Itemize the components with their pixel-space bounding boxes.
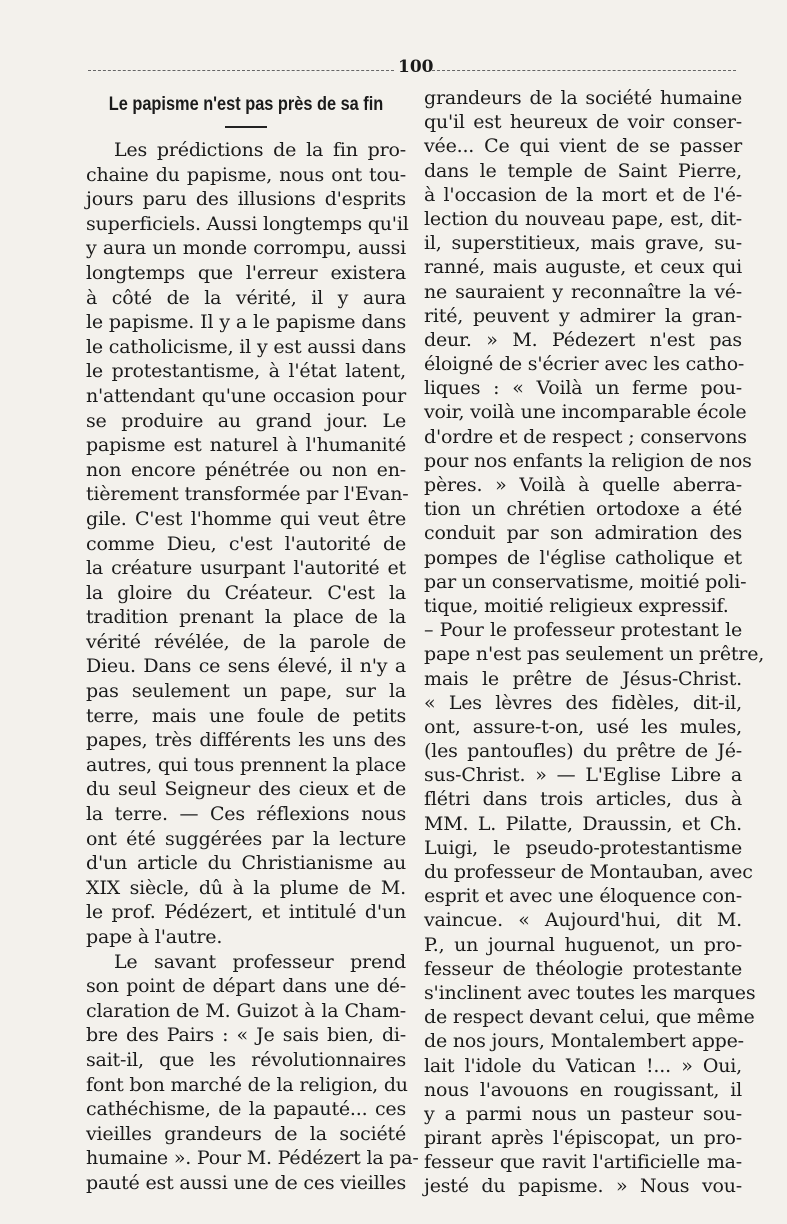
text-line: Luigi, le pseudo-protestantisme (424, 836, 742, 859)
text-line: jours paru des illusions d'esprits (86, 188, 406, 211)
text-line: d'ordre et de respect ; conservons (424, 425, 747, 448)
text-line: terre, mais une foule de petits (86, 704, 406, 727)
text-line: papes, très différents les uns des (86, 729, 406, 752)
text-line: tièrement transformée par l'Evan- (86, 483, 409, 506)
text-line: MM. L. Pilatte, Draussin, et Ch. (424, 812, 742, 835)
text-line: – Pour le professeur protestant le (424, 619, 742, 642)
text-line: la créature usurpant l'autorité et (86, 557, 406, 580)
page-number: 100 (398, 57, 434, 77)
text-line: tion un chrétien ortodoxe a été (424, 498, 742, 521)
text-line: pour nos enfants la religion de nos (424, 449, 752, 472)
text-line: le prof. Pédézert, et intitulé d'un (86, 901, 406, 924)
text-line: vée... Ce qui vient de se passer (424, 135, 742, 158)
text-line: ne sauraient y reconnaître la vé- (424, 280, 742, 303)
text-line: la terre. — Ces réflexions nous (86, 803, 406, 826)
text-line: y a parmi nous un pasteur sou- (424, 1102, 742, 1125)
text-line: pompes de l'église catholique et (424, 546, 742, 569)
text-line: pères. » Voilà à quelle aberra- (424, 474, 742, 496)
text-line: le catholicisme, il y est aussi dans (86, 335, 406, 358)
header-rule-right (432, 70, 736, 71)
text-line: d'un article du Christianisme au (86, 852, 406, 875)
text-line: lait l'idole du Vatican !... » Oui, (424, 1054, 742, 1077)
text-line: de respect devant celui, que même (424, 1006, 755, 1029)
text-line: P., un journal huguenot, un pro- (424, 933, 742, 956)
text-line: cathéchisme, de la papauté... ces (86, 1098, 406, 1121)
text-line: à côté de la vérité, il y aura (86, 286, 406, 309)
text-line: Le savant professeur prend (114, 950, 406, 973)
text-line: deur. » M. Pédezert n'est pas (424, 328, 742, 351)
text-line: (les pantoufles) du prêtre de Jé- (424, 740, 742, 763)
text-line: jesté du papisme. » Nous vou- (424, 1175, 742, 1198)
text-line: flétri dans trois articles, dus à (424, 788, 742, 811)
text-line: autres, qui tous prennent la place (86, 753, 406, 776)
text-line: qu'il est heureux de voir conser- (424, 111, 742, 134)
text-line: esprit et avec une éloquence con- (424, 885, 742, 908)
text-line: le protestantisme, à l'état latent, (86, 360, 406, 383)
article-title: Le papisme n'est pas près de sa fin (108, 94, 384, 115)
text-line: humaine ». Pour M. Pédézert la pa- (86, 1147, 419, 1170)
right-column (424, 86, 765, 1199)
text-line: Les prédictions de la fin pro- (114, 139, 406, 161)
text-line: comme Dieu, c'est l'autorité de (86, 532, 406, 555)
left-column-text (86, 138, 419, 1196)
text-line: par un conservatisme, moitié poli- (424, 570, 747, 593)
text-line: du professeur de Montauban, avec (424, 861, 753, 883)
header-rule-left (88, 70, 394, 71)
text-line: à l'occasion de la mort et de l'é- (424, 183, 742, 206)
text-line: liques : « Voilà un ferme pou- (424, 377, 742, 400)
text-line: y aura un monde corrompu, aussi (86, 237, 406, 260)
text-line: son point de départ dans une dé- (86, 975, 406, 998)
text-line: pape n'est pas seulement un prêtre, (424, 643, 765, 666)
text-line: nous l'avouons en rougissant, il (424, 1078, 742, 1101)
text-line: sait-il, que les révolutionnaires (86, 1048, 406, 1071)
text-line: superficiels. Aussi longtemps qu'il (86, 212, 409, 235)
text-line: bre des Pairs : « Je sais bien, di- (86, 1024, 406, 1047)
text-line: fesseur de théologie protestante (424, 957, 742, 980)
text-line: il, superstitieux, mais grave, su- (424, 232, 742, 255)
text-line: Dieu. Dans ce sens élevé, il n'y a (86, 655, 406, 678)
text-line: XIX siècle, dû à la plume de M. (86, 876, 406, 899)
text-line: le papisme. Il y a le papisme dans (86, 311, 406, 334)
text-line: rité, peuvent y admirer la gran- (424, 304, 742, 327)
text-line: longtemps que l'erreur existera (86, 261, 406, 284)
text-line: la gloire du Créateur. C'est la (86, 581, 406, 604)
text-line: dans le temple de Saint Pierre, (424, 159, 742, 182)
text-line: tique, moitié religieux expressif. (424, 594, 729, 617)
text-line: s'inclinent avec toutes les marques (424, 981, 756, 1004)
text-line: lection du nouveau pape, est, dit- (424, 207, 742, 230)
text-line: ranné, mais auguste, et ceux qui (424, 256, 742, 279)
text-line: voir, voilà une incomparable école (424, 401, 747, 424)
text-line: pape à l'autre. (86, 926, 223, 948)
title-separator (225, 126, 267, 128)
text-line: mais le prêtre de Jésus-Christ. (424, 667, 742, 690)
text-line: grandeurs de la société humaine (424, 87, 742, 109)
left-column (86, 86, 419, 1196)
text-line: fesseur que ravit l'artificielle ma- (424, 1151, 742, 1174)
text-line: chaine du papisme, nous ont tou- (86, 163, 406, 186)
text-line: pas seulement un pape, sur la (86, 680, 406, 703)
text-line: font bon marché de la religion, du (86, 1073, 408, 1096)
text-line: pauté est aussi une de ces vieilles (86, 1171, 406, 1194)
text-line: éloigné de s'écrier avec les catho- (424, 353, 745, 376)
text-line: vérité révélée, de la parole de (86, 630, 406, 653)
text-line: de nos jours, Montalembert appe- (424, 1030, 744, 1053)
text-line: « Les lèvres des fidèles, dit-il, (424, 691, 742, 714)
text-line: pirant après l'épiscopat, un pro- (424, 1127, 742, 1150)
text-line: ont, assure-t-on, usé les mules, (424, 715, 742, 738)
text-line: sus-Christ. » — L'Eglise Libre a (424, 764, 742, 787)
right-column-text (424, 86, 765, 1199)
text-line: tradition prenant la place de la (86, 606, 406, 629)
text-line: conduit par son admiration des (424, 522, 742, 545)
text-line: vaincue. « Aujourd'hui, dit M. (424, 909, 742, 932)
text-line: claration de M. Guizot à la Cham- (86, 999, 406, 1022)
text-line: n'attendant qu'une occasion pour (86, 384, 406, 407)
text-line: se produire au grand jour. Le (86, 409, 406, 432)
text-line: papisme est naturel à l'humanité (86, 434, 406, 457)
text-line: du seul Seigneur des cieux et de (86, 778, 406, 801)
text-line: vieilles grandeurs de la société (86, 1122, 406, 1145)
text-line: non encore pénétrée ou non en- (86, 458, 406, 481)
text-line: gile. C'est l'homme qui veut être (86, 507, 406, 530)
text-line: ont été suggérées par la lecture (86, 827, 406, 850)
